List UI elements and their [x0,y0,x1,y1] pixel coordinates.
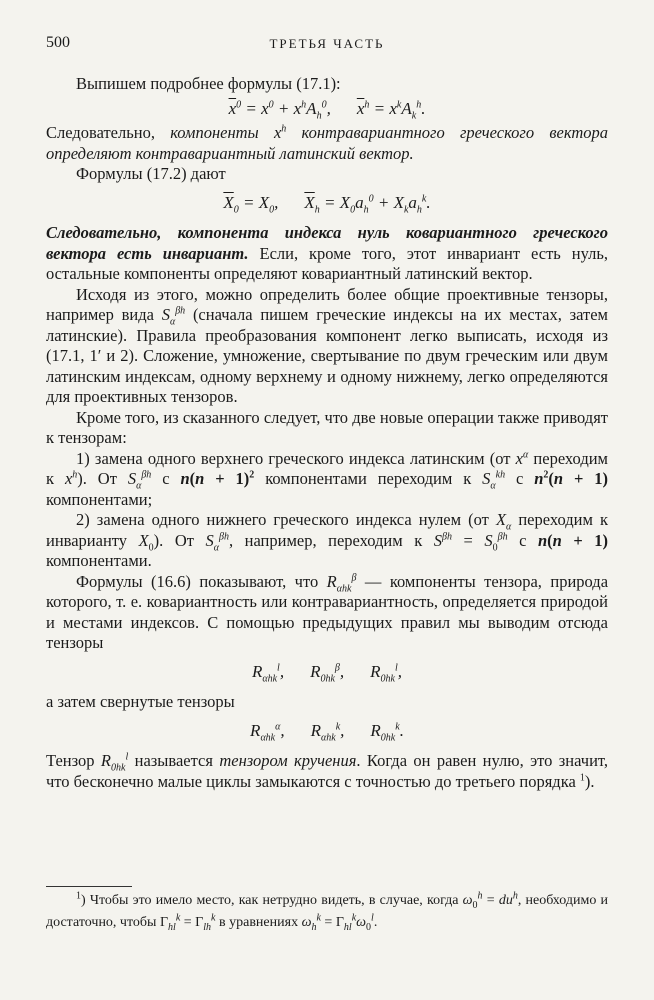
formula-17-1: $\overline{x}^0 = x^0 + x^hA_h^0$, $\overline{x}^h = x^kA_k^h$. [228,98,426,121]
running-title: ТРЕТЬЯ ЧАСТЬ [269,36,385,51]
page-number: 500 [46,34,70,51]
paragraph-operation-1: 1) замена одного верхнего греческого индекса латинским (от $x^\alpha$ переходим к $x^h$). От $S_\alpha^{\beta h}$ с $n(n + 1)^2$ компонентами переходим к $S_\alpha^{kh}$ с $n^2(n + 1)$ компонентами; [46,448,609,509]
paragraph-formulas-16-6: Формулы (16.6) показывают, что $R_{\alpha hk}^\beta$ — компоненты тензора, природа которого, т. е. ковариантность или контравариантность, определяется природой и местами индексов. С помощью предыдущих правил мы выводим отсюда тензоры [46,571,609,652]
formula-tensors-list: $R_{\alpha hk}^l$, $R_{0hk}^\beta$, $R_{0hk}^l$, [251,661,403,684]
formula-17-2: $\overline{X}_0 = X_0$, $\overline{X}_h = X_0a_h^0 + X_ka_h^k$. [223,192,431,215]
paragraph-new-operations: Кроме того, из сказанного следует, что две новые операции также приводят к тензорам: [46,407,608,447]
paragraph-contracted: а затем свернутые тензоры [46,692,235,711]
footnote-reference[interactable]: 1 [579,772,585,783]
paragraph-operation-2: 2) замена одного нижнего греческого индекса нулем (от $X_\alpha$ переходим к инварианту $X_0$). От $S_\alpha^{\beta h}$, например, переходим к $S^{\beta h} = S_0^{\beta h}$ с n(n + 1) компонентами. [46,510,609,570]
paragraph-intro: Выпишем подробнее формулы (17.1): [76,74,341,93]
paragraph-torsion: Тензор $R_{0hk}^l$ называется тензором кручения. Когда он равен нулю, это значит, что бесконечно малые циклы замыкаются с точностью до третьего порядка $^1$). [46,751,609,791]
formula-contracted-tensors: $R_{\alpha hk}^\alpha$, $R_{\alpha hk}^k$, $R_{0hk}^k$. [250,720,404,743]
main-text [46,74,608,792]
footnote: $^1$) Чтобы это имело место, как нетрудно видеть, в случае, когда $\omega_0^h = du^h$, необходимо и достаточно, чтобы $\Gamma_{hl}^k = \Gamma_{lh}^k$ в уравнениях $\omega_h^k = \Gamma_{hl}^k\omega_0^l$. [46,890,609,933]
paragraph-projective-tensors: Исходя из этого, можно определить более общие проективные тензоры, например вида $S_\alpha^{\beta h}$ (сначала пишем греческие индексы на их местах, затем латинские). Правила преобразования компонент легко выписать, исходя из (17.1, 1′ и 2). Сложение, умножение, свертывание по двум греческим или двум латинским индексам, одному верхнему и одному нижнему, легко определяются для проективных тензоров. [46,284,609,406]
footnote-rule [46,886,132,887]
paragraph-formulas-17-2: Формулы (17.2) дают [76,164,226,183]
paragraph-invariant: Следовательно, компонента индекса нуль ковариантного греческого вектора есть инвариант. Если, кроме того, этот инвариант есть нуль, остальные компоненты определяют ковариантный латинский вектор. [46,223,609,283]
footnote-marker: 1 [76,890,81,902]
paragraph-consequence-1: Следовательно, компоненты $x^h$ контравариантного греческого вектора определяют контравариантный латинский вектор. [46,123,608,163]
